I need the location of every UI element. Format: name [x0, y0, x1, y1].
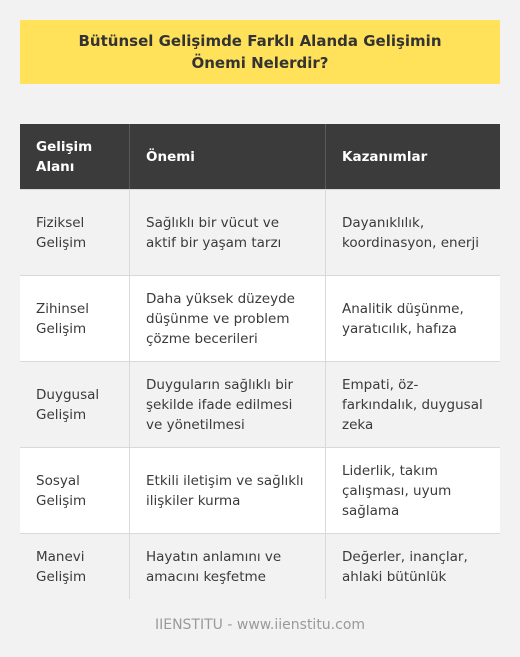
table-header-row [20, 124, 500, 189]
table-cell: Dayanıklılık, koordinasyon, enerji [342, 214, 479, 251]
table-row [20, 447, 500, 533]
table-cell: Fiziksel Gelişim [20, 190, 130, 275]
development-table [20, 124, 500, 599]
header-cell-importance: Önemi [130, 124, 326, 189]
table-cell: Duygusal Gelişim [20, 362, 130, 447]
table-row [20, 189, 500, 275]
table-cell: Daha yüksek düzeyde düşünme ve problem çözme becerileri [130, 276, 326, 361]
table-cell: Liderlik, takım çalışması, uyum sağlama [342, 462, 452, 519]
table-cell: Değerler, inançlar, ahlaki bütünlük [342, 548, 468, 585]
table-row [20, 361, 500, 447]
table-cell: Analitik düşünme, yaratıcılık, hafıza [342, 300, 464, 337]
table-cell: Zihinsel Gelişim [20, 276, 130, 361]
table-cell: Sosyal Gelişim [20, 448, 130, 533]
table-row [20, 533, 500, 599]
table-cell: Duyguların sağlıklı bir şekilde ifade edilmesi ve yönetilmesi [130, 362, 326, 447]
header-cell-area: Gelişim Alanı [20, 124, 130, 189]
header-cell-gains: Kazanımlar [342, 148, 428, 165]
page-title: Bütünsel Gelişimde Farklı Alanda Gelişimin Önemi Nelerdir? [78, 32, 442, 72]
table-cell: Empati, öz-farkındalık, duygusal zeka [342, 376, 483, 433]
table-cell: Hayatın anlamını ve amacını keşfetme [130, 534, 326, 599]
title-banner [20, 20, 500, 84]
table-row [20, 275, 500, 361]
table-cell: Manevi Gelişim [20, 534, 130, 599]
table-cell: Etkili iletişim ve sağlıklı ilişkiler kurma [130, 448, 326, 533]
table-cell: Sağlıklı bir vücut ve aktif bir yaşam tarzı [130, 190, 326, 275]
footer-credit: IIENSTITU - www.iienstitu.com [154, 617, 366, 633]
